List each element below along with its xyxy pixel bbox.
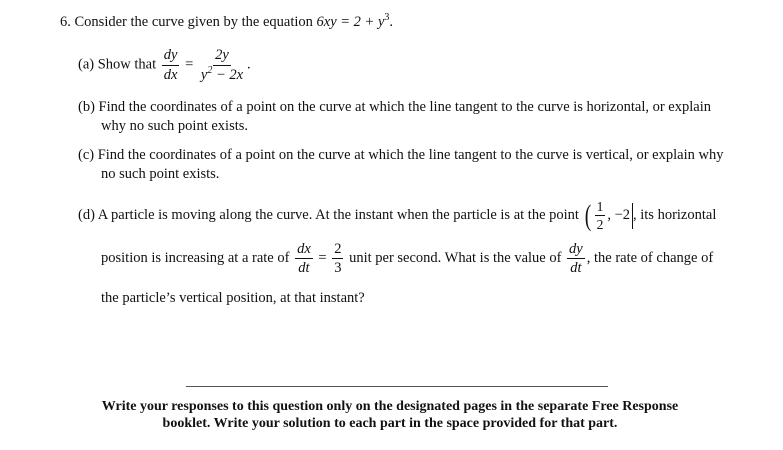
part-d-mid-text: unit per second. What is the value of bbox=[349, 250, 562, 266]
curve-equation: 6xy = 2 + y bbox=[316, 14, 385, 30]
part-d-line-3: the particle’s vertical position, at that instant? bbox=[101, 290, 365, 306]
rate-numerator: 2 bbox=[332, 242, 343, 260]
question-stem bbox=[60, 14, 393, 31]
part-b-line-1: (b) Find the coordinates of a point on the curve at which the line tangent to the curve is horizontal, or explain bbox=[78, 99, 711, 115]
dx-denominator: dx bbox=[163, 66, 178, 83]
dy-dt-fraction bbox=[567, 242, 585, 276]
point-y: −2 bbox=[614, 207, 630, 223]
rate-denominator: 3 bbox=[334, 260, 342, 277]
part-d-line-1-end: , its horizontal bbox=[633, 207, 717, 223]
instructions-line-2: booklet. Write your solution to each part in the space provided for that part. bbox=[162, 416, 618, 431]
part-c-line-1: (c) Find the coordinates of a point on the curve at which the line tangent to the curve is vertical, or explain why bbox=[78, 147, 724, 163]
instructions-line-1: Write your responses to this question only on the designated pages in the separate Free Response bbox=[101, 399, 679, 414]
part-a-period: . bbox=[247, 56, 251, 73]
dx-dt-fraction bbox=[295, 242, 313, 276]
question-number: 6. bbox=[60, 14, 71, 30]
dy-dt-numerator: dy bbox=[567, 242, 585, 260]
part-d-rate-text: position is increasing at a rate of bbox=[101, 250, 290, 266]
point-x-numerator: 1 bbox=[595, 200, 606, 217]
part-d-intro: (d) A particle is moving along the curve. At the instant when the particle is at the point bbox=[78, 207, 579, 223]
dy-dx-fraction bbox=[162, 48, 180, 82]
part-c-line-2: no such point exists. bbox=[101, 166, 220, 182]
part-d-line-2-end: , the rate of change of bbox=[586, 250, 714, 266]
question-intro: Consider the curve given by the equation bbox=[74, 14, 313, 30]
expression-numerator: 2y bbox=[213, 48, 231, 66]
point-x-denominator: 2 bbox=[596, 217, 604, 233]
section-divider bbox=[186, 386, 608, 387]
rate-value-fraction bbox=[332, 242, 343, 276]
left-paren: ( bbox=[584, 198, 591, 232]
rate-equals: = bbox=[318, 250, 327, 266]
point-x-fraction bbox=[595, 200, 606, 232]
point-separator: , bbox=[607, 207, 611, 223]
equation-period: . bbox=[389, 14, 394, 30]
part-d-line-2 bbox=[101, 240, 713, 276]
expression-denominator: $y^2 - 2x$ bbox=[200, 64, 244, 83]
part-a bbox=[78, 48, 251, 82]
part-d-line-1 bbox=[78, 195, 716, 235]
dt-denominator: dt bbox=[298, 260, 310, 277]
derivative-expression bbox=[199, 48, 245, 82]
equals-sign: = bbox=[185, 56, 194, 73]
dx-numerator: dx bbox=[295, 242, 313, 260]
dy-numerator: dy bbox=[162, 48, 180, 66]
part-a-label: (a) Show that bbox=[78, 56, 157, 73]
dy-dt-denominator: dt bbox=[570, 260, 582, 277]
equation-exponent: 3 bbox=[384, 12, 390, 23]
part-b-line-2: why no such point exists. bbox=[101, 118, 249, 134]
